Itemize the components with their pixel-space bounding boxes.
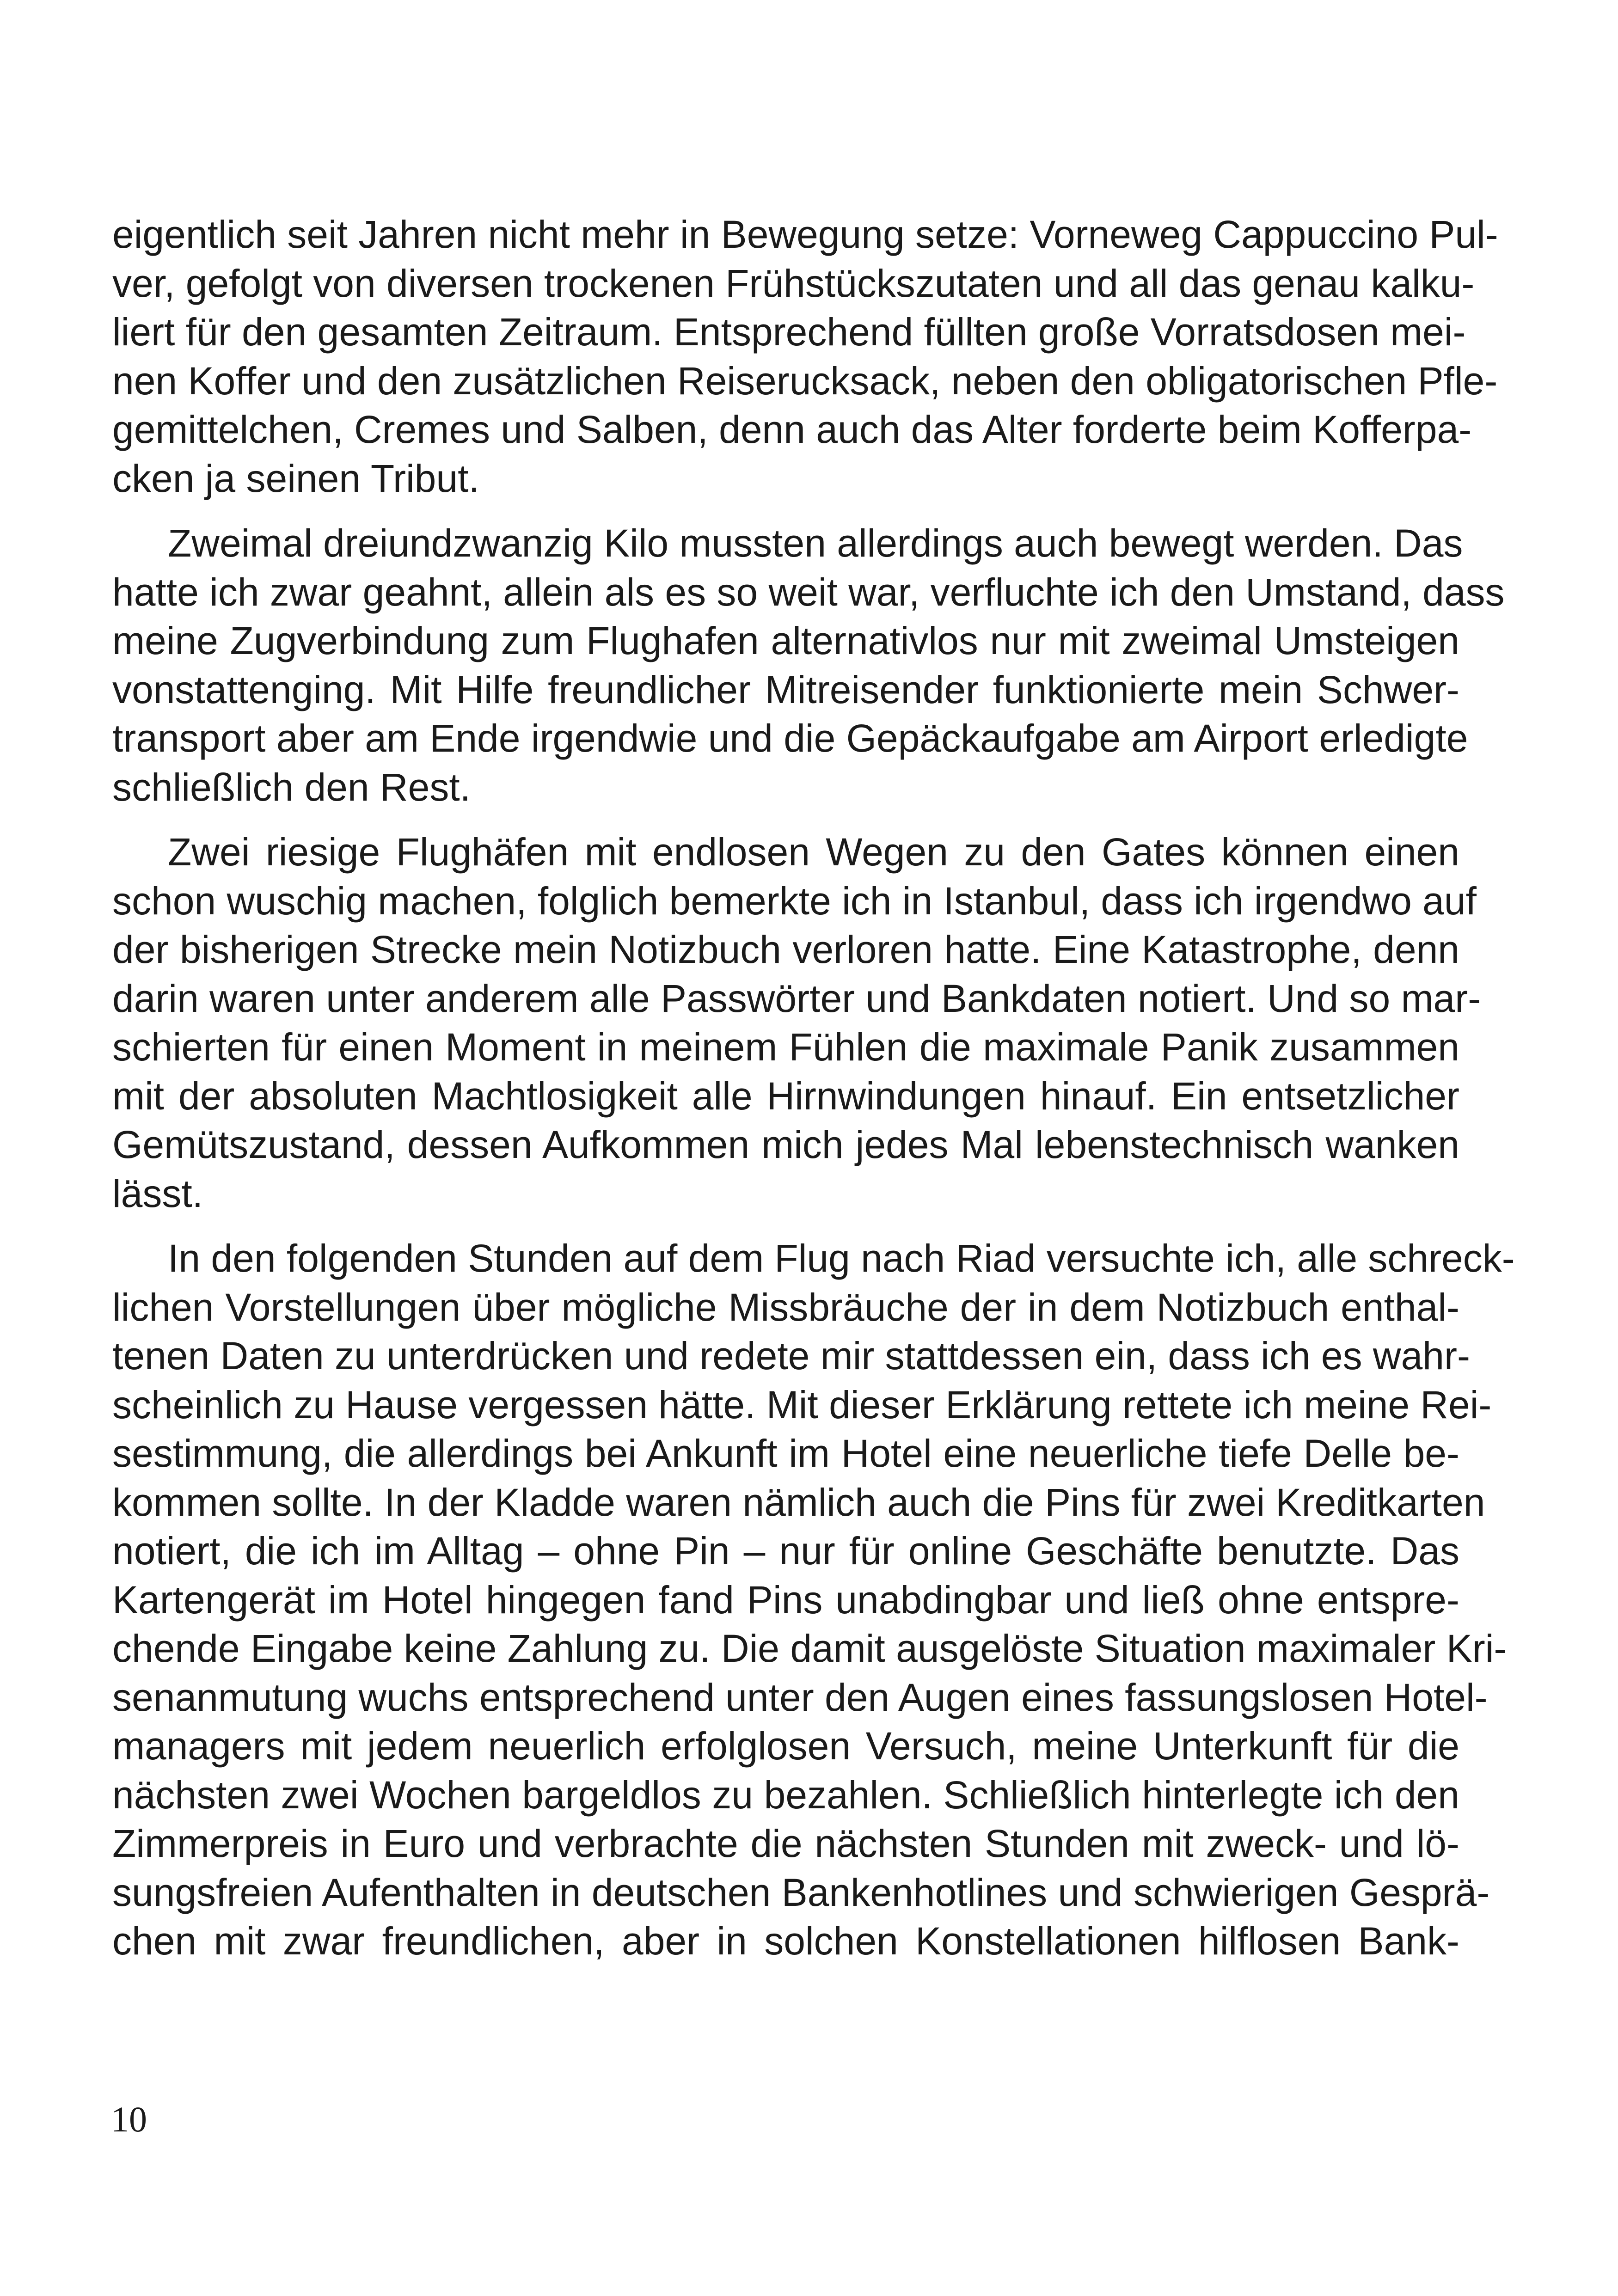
paragraph-4	[112, 1234, 1515, 1966]
text-line: sestimmung, die allerdings bei Ankunft im Hotel eine neuerliche tiefe Delle be-	[112, 1432, 1459, 1475]
text-line: chen mit zwar freundlichen, aber in solchen Konstellationen hilflosen Bank-	[112, 1919, 1459, 1963]
text-line: In den folgenden Stunden auf dem Flug nach Riad versuchte ich, alle schreck-	[168, 1237, 1515, 1280]
text-line: gemittelchen, Cremes und Salben, denn auch das Alter forderte beim Kofferpa-	[112, 408, 1472, 451]
text-line: Gemütszustand, dessen Aufkommen mich jedes Mal lebenstechnisch wanken	[112, 1123, 1459, 1166]
text-line: schließlich den Rest.	[112, 765, 471, 809]
text-line: managers mit jedem neuerlich erfolglosen Versuch, meine Unterkunft für die	[112, 1724, 1459, 1768]
text-line: lichen Vorstellungen über mögliche Missbräuche der in dem Notizbuch enthal-	[112, 1285, 1459, 1329]
text-line: transport aber am Ende irgendwie und die Gepäckaufgabe am Airport erledigte	[112, 716, 1468, 760]
text-line: ver, gefolgt von diversen trockenen Frühstückszutaten und all das genau kalku-	[112, 261, 1475, 305]
text-line: sungsfreien Aufenthalten in deutschen Bankenhotlines und schwierigen Gesprä-	[112, 1870, 1490, 1914]
text-line: der bisherigen Strecke mein Notizbuch verloren hatte. Eine Katastrophe, denn	[112, 928, 1459, 971]
text-line: darin waren unter anderem alle Passwörter und Bankdaten notiert. Und so mar-	[112, 976, 1481, 1020]
text-line: meine Zugverbindung zum Flughafen alternativlos nur mit zweimal Umsteigen	[112, 619, 1459, 662]
text-line: notiert, die ich im Alltag – ohne Pin – nur für online Geschäfte benutzte. Das	[112, 1529, 1459, 1573]
text-line: hatte ich zwar geahnt, allein als es so weit war, verfluchte ich den Umstand, dass	[112, 570, 1505, 614]
text-line: Zimmerpreis in Euro und verbrachte die nächsten Stunden mit zweck- und lö-	[112, 1822, 1459, 1865]
paragraph-3	[112, 828, 1481, 1218]
text-line: schon wuschig machen, folglich bemerkte ich in Istanbul, dass ich irgendwo auf	[112, 879, 1477, 923]
text-line: scheinlich zu Hause vergessen hätte. Mit dieser Erklärung rettete ich meine Rei-	[112, 1383, 1492, 1427]
text-line: Kartengerät im Hotel hingegen fand Pins unabdingbar und ließ ohne entspre-	[112, 1578, 1459, 1622]
text-line: Zwei riesige Flughäfen mit endlosen Wegen zu den Gates können einen	[168, 830, 1459, 874]
text-line: mit der absoluten Machtlosigkeit alle Hirnwindungen hinauf. Ein entsetzlicher	[112, 1074, 1459, 1118]
text-line: chende Eingabe keine Zahlung zu. Die damit ausgelöste Situation maximaler Kri-	[112, 1627, 1507, 1670]
text-line: nen Koffer und den zusätzlichen Reiserucksack, neben den obligatorischen Pfle-	[112, 359, 1498, 403]
text-line: cken ja seinen Tribut.	[112, 456, 479, 500]
text-line: nächsten zwei Wochen bargeldlos zu bezahlen. Schließlich hinterlegte ich den	[112, 1773, 1459, 1817]
paragraph-1	[112, 210, 1498, 503]
text-line: eigentlich seit Jahren nicht mehr in Bewegung setze: Vorneweg Cappuccino Pul-	[112, 213, 1498, 256]
paragraph-2	[112, 519, 1505, 812]
text-line: senanmutung wuchs entsprechend unter den Augen eines fassungslosen Hotel-	[112, 1675, 1488, 1719]
body-text	[112, 210, 1515, 1982]
text-line: vonstattenging. Mit Hilfe freundlicher Mitreisender funktionierte mein Schwer-	[112, 667, 1459, 711]
text-line: tenen Daten zu unterdrücken und redete mir stattdessen ein, dass ich es wahr-	[112, 1334, 1470, 1378]
text-line: schierten für einen Moment in meinem Fühlen die maximale Panik zusammen	[112, 1025, 1459, 1069]
text-line: liert für den gesamten Zeitraum. Entsprechend füllten große Vorratsdosen mei-	[112, 310, 1466, 354]
text-line: lässt.	[112, 1171, 203, 1215]
text-line: kommen sollte. In der Kladde waren nämlich auch die Pins für zwei Kreditkarten	[112, 1480, 1485, 1524]
text-line: Zweimal dreiundzwanzig Kilo mussten allerdings auch bewegt werden. Das	[168, 521, 1463, 565]
page-number: 10	[111, 2099, 147, 2139]
